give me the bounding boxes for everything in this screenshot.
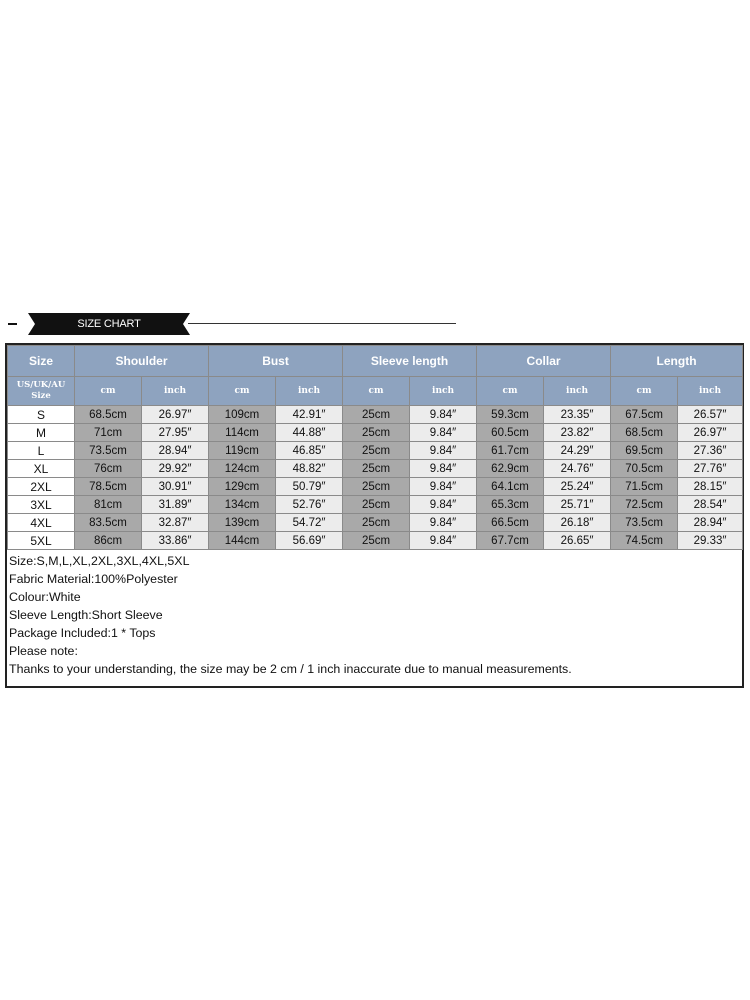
inch-cell: 48.82″ (276, 460, 343, 478)
unit-inch-header: inch (544, 377, 611, 406)
cm-cell: 71.5cm (611, 478, 678, 496)
cm-cell: 68.5cm (611, 424, 678, 442)
inch-cell: 26.57″ (678, 406, 743, 424)
cm-cell: 109cm (209, 406, 276, 424)
unit-inch-header: inch (410, 377, 477, 406)
size-cell: M (8, 424, 75, 442)
cm-cell: 124cm (209, 460, 276, 478)
size-chart-sheet (5, 343, 744, 688)
inch-cell: 9.84″ (410, 424, 477, 442)
cm-cell: 25cm (343, 514, 410, 532)
cm-cell: 62.9cm (477, 460, 544, 478)
inch-cell: 24.29″ (544, 442, 611, 460)
inch-cell: 32.87″ (142, 514, 209, 532)
cm-cell: 129cm (209, 478, 276, 496)
cm-cell: 64.1cm (477, 478, 544, 496)
info-line: Sleeve Length:Short Sleeve (9, 608, 163, 622)
cm-cell: 69.5cm (611, 442, 678, 460)
inch-cell: 27.95″ (142, 424, 209, 442)
group-header-length: Length (611, 346, 743, 377)
cm-cell: 76cm (75, 460, 142, 478)
size-table (7, 345, 743, 550)
size-table-body (8, 406, 743, 550)
table-row (8, 478, 743, 496)
inch-cell: 23.82″ (544, 424, 611, 442)
inch-cell: 26.65″ (544, 532, 611, 550)
info-line: Package Included:1 * Tops (9, 626, 156, 640)
size-cell: XL (8, 460, 75, 478)
inch-cell: 33.86″ (142, 532, 209, 550)
inch-cell: 25.71″ (544, 496, 611, 514)
unit-inch-header: inch (678, 377, 743, 406)
table-row (8, 424, 743, 442)
cm-cell: 119cm (209, 442, 276, 460)
size-cell: 5XL (8, 532, 75, 550)
inch-cell: 26.97″ (678, 424, 743, 442)
cm-cell: 71cm (75, 424, 142, 442)
cm-cell: 78.5cm (75, 478, 142, 496)
unit-inch-header: inch (276, 377, 343, 406)
inch-cell: 23.35″ (544, 406, 611, 424)
cm-cell: 144cm (209, 532, 276, 550)
cm-cell: 72.5cm (611, 496, 678, 514)
cm-cell: 114cm (209, 424, 276, 442)
info-line: Colour:White (9, 590, 81, 604)
cm-cell: 134cm (209, 496, 276, 514)
info-line: Fabric Material:100%Polyester (9, 572, 178, 586)
group-header-shoulder: Shoulder (75, 346, 209, 377)
cm-cell: 81cm (75, 496, 142, 514)
cm-cell: 25cm (343, 496, 410, 514)
table-row (8, 532, 743, 550)
info-line: Size:S,M,L,XL,2XL,3XL,4XL,5XL (9, 554, 190, 568)
inch-cell: 9.84″ (410, 442, 477, 460)
cm-cell: 66.5cm (477, 514, 544, 532)
inch-cell: 28.15″ (678, 478, 743, 496)
inch-cell: 28.94″ (678, 514, 743, 532)
banner-ribbon (28, 313, 190, 335)
inch-cell: 28.94″ (142, 442, 209, 460)
size-cell: 2XL (8, 478, 75, 496)
inch-cell: 26.97″ (142, 406, 209, 424)
size-subheader (8, 377, 75, 406)
inch-cell: 44.88″ (276, 424, 343, 442)
cm-cell: 25cm (343, 532, 410, 550)
cm-cell: 67.7cm (477, 532, 544, 550)
cm-cell: 73.5cm (75, 442, 142, 460)
inch-cell: 30.91″ (142, 478, 209, 496)
inch-cell: 52.76″ (276, 496, 343, 514)
unit-inch-header: inch (142, 377, 209, 406)
product-info (7, 550, 742, 678)
inch-cell: 9.84″ (410, 460, 477, 478)
unit-cm-header: cm (477, 377, 544, 406)
cm-cell: 70.5cm (611, 460, 678, 478)
group-header-collar: Collar (477, 346, 611, 377)
cm-cell: 83.5cm (75, 514, 142, 532)
cm-cell: 59.3cm (477, 406, 544, 424)
cm-cell: 67.5cm (611, 406, 678, 424)
table-row (8, 460, 743, 478)
group-header-sleeve-length: Sleeve length (343, 346, 477, 377)
cm-cell: 74.5cm (611, 532, 678, 550)
inch-cell: 29.33″ (678, 532, 743, 550)
inch-cell: 9.84″ (410, 406, 477, 424)
cm-cell: 139cm (209, 514, 276, 532)
inch-cell: 9.84″ (410, 478, 477, 496)
size-subheader-text: US/UK/AU Size (16, 380, 66, 401)
inch-cell: 31.89″ (142, 496, 209, 514)
unit-cm-header: cm (611, 377, 678, 406)
cm-cell: 61.7cm (477, 442, 544, 460)
cm-cell: 60.5cm (477, 424, 544, 442)
table-row (8, 514, 743, 532)
inch-cell: 54.72″ (276, 514, 343, 532)
inch-cell: 56.69″ (276, 532, 343, 550)
inch-cell: 50.79″ (276, 478, 343, 496)
size-header: Size (8, 346, 75, 377)
group-header-bust: Bust (209, 346, 343, 377)
inch-cell: 9.84″ (410, 496, 477, 514)
inch-cell: 27.76″ (678, 460, 743, 478)
inch-cell: 25.24″ (544, 478, 611, 496)
cm-cell: 25cm (343, 442, 410, 460)
cm-cell: 68.5cm (75, 406, 142, 424)
size-chart-banner (8, 311, 453, 337)
size-cell: L (8, 442, 75, 460)
cm-cell: 25cm (343, 460, 410, 478)
size-cell: 4XL (8, 514, 75, 532)
inch-cell: 42.91″ (276, 406, 343, 424)
cm-cell: 73.5cm (611, 514, 678, 532)
inch-cell: 28.54″ (678, 496, 743, 514)
info-line: Thanks to your understanding, the size may be 2 cm / 1 inch inaccurate due to manual measurements. (9, 662, 572, 676)
table-row (8, 496, 743, 514)
banner-title: SIZE CHART (77, 318, 141, 330)
inch-cell: 29.92″ (142, 460, 209, 478)
banner-rule (188, 323, 456, 324)
header-row-groups (8, 346, 743, 377)
info-line: Please note: (9, 644, 78, 658)
inch-cell: 9.84″ (410, 514, 477, 532)
inch-cell: 26.18″ (544, 514, 611, 532)
inch-cell: 9.84″ (410, 532, 477, 550)
cm-cell: 25cm (343, 478, 410, 496)
cm-cell: 25cm (343, 406, 410, 424)
header-row-units (8, 377, 743, 406)
cm-cell: 65.3cm (477, 496, 544, 514)
inch-cell: 27.36″ (678, 442, 743, 460)
table-row (8, 442, 743, 460)
unit-cm-header: cm (343, 377, 410, 406)
unit-cm-header: cm (75, 377, 142, 406)
cm-cell: 86cm (75, 532, 142, 550)
table-row (8, 406, 743, 424)
inch-cell: 24.76″ (544, 460, 611, 478)
banner-dash (8, 323, 17, 325)
inch-cell: 46.85″ (276, 442, 343, 460)
cm-cell: 25cm (343, 424, 410, 442)
unit-cm-header: cm (209, 377, 276, 406)
size-cell: 3XL (8, 496, 75, 514)
size-cell: S (8, 406, 75, 424)
